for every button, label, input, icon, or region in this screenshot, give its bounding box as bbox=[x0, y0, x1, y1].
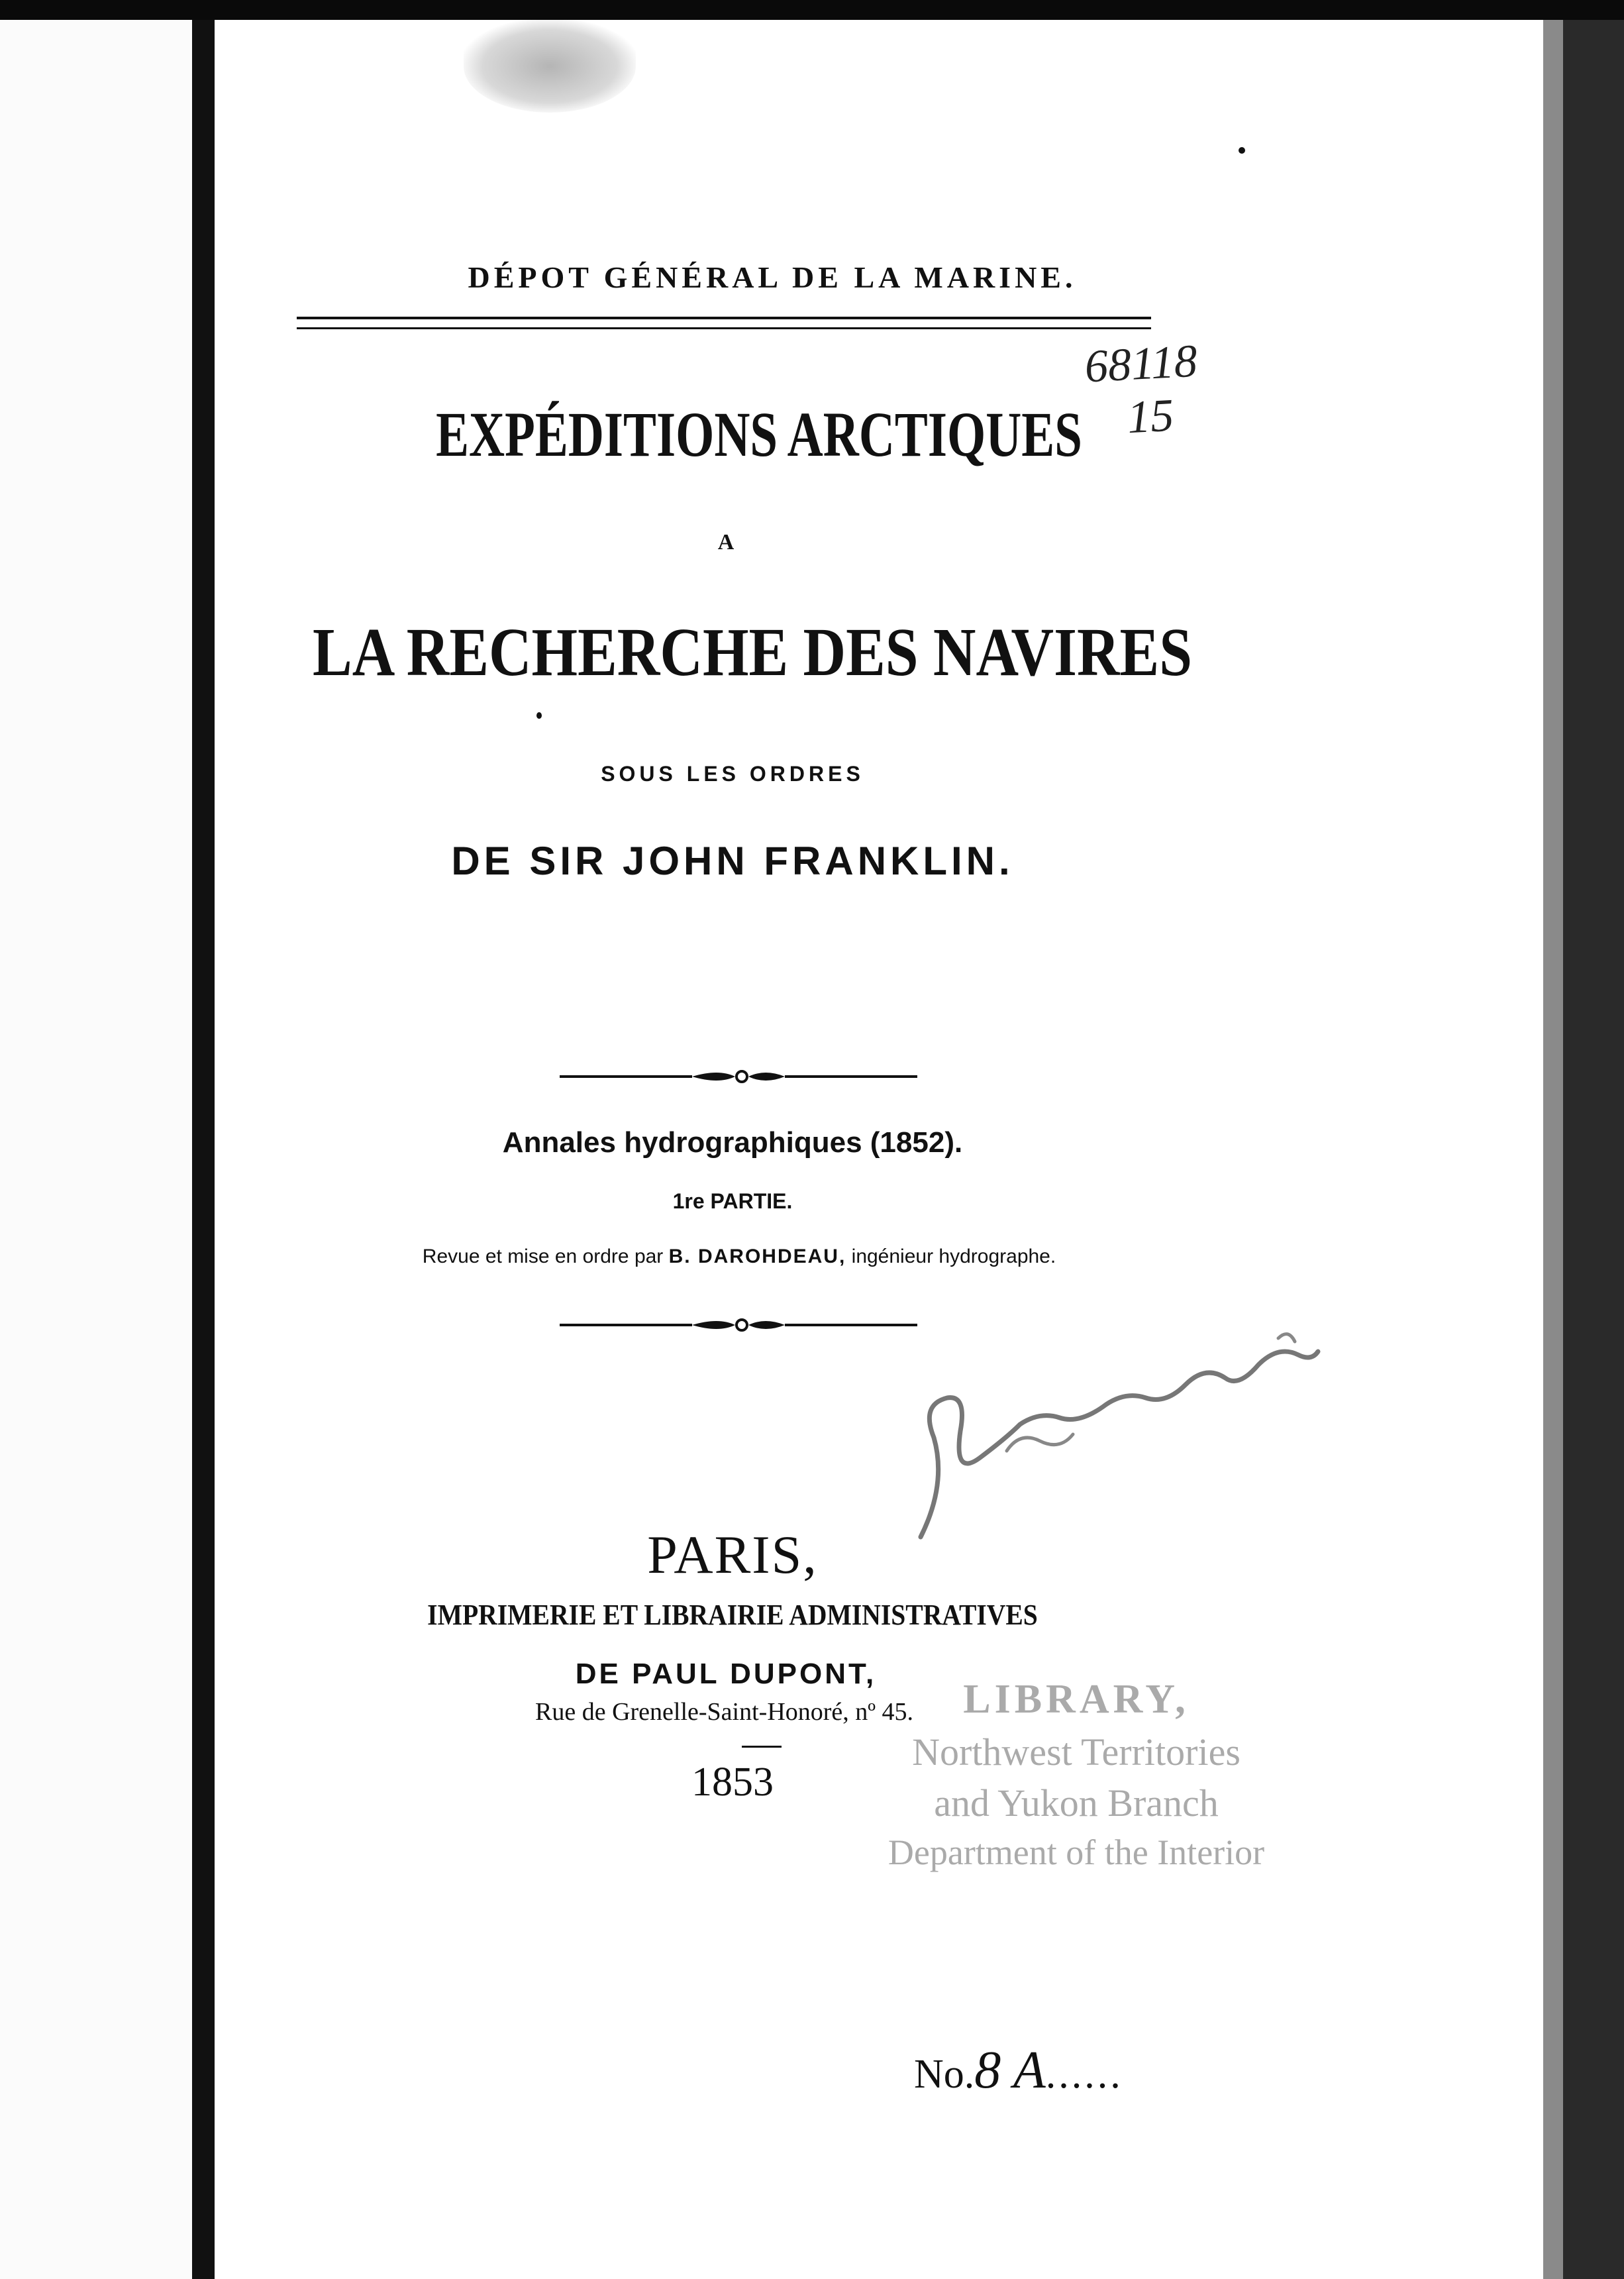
short-rule bbox=[742, 1746, 782, 1748]
editor-credit-prefix: Revue et mise en ordre par bbox=[422, 1246, 669, 1267]
title-line-3: LA RECHERCHE DES NAVIRES bbox=[313, 614, 1192, 690]
page-edge-highlight bbox=[1543, 20, 1563, 2279]
ornamental-rule bbox=[560, 1063, 917, 1090]
series-title: Annales hydrographiques (1852). bbox=[502, 1126, 963, 1159]
catalog-number-line2: 15 bbox=[1126, 390, 1176, 444]
scan-border-top bbox=[0, 0, 1624, 20]
title-line-1: EXPÉDITIONS ARCTIQUES bbox=[436, 399, 1082, 470]
double-rule bbox=[297, 317, 1151, 329]
title-line-2: A bbox=[717, 530, 735, 555]
imprint-address: Rue de Grenelle-Saint-Honoré, nº 45. bbox=[535, 1698, 914, 1726]
imprint-printer: DE PAUL DUPONT, bbox=[575, 1658, 877, 1690]
handwritten-signature bbox=[907, 1325, 1331, 1550]
part-number: 1re PARTIE. bbox=[672, 1189, 793, 1213]
title-line-4: SOUS LES ORDRES bbox=[601, 762, 864, 786]
imprint-city: PARIS, bbox=[647, 1524, 818, 1585]
editor-credit-suffix: ingénieur hydrographe. bbox=[846, 1246, 1056, 1267]
institution-heading: DÉPOT GÉNÉRAL DE LA MARINE. bbox=[468, 260, 1077, 294]
editor-credit bbox=[0, 1246, 1551, 1268]
ornamental-rule bbox=[560, 1312, 917, 1338]
stamp-line-1: LIBRARY, bbox=[963, 1677, 1190, 1722]
imprint-year: 1853 bbox=[691, 1760, 774, 1805]
library-stamp bbox=[795, 1676, 1358, 1928]
title-line-5: DE SIR JOHN FRANKLIN. bbox=[451, 839, 1014, 883]
editor-name: B. DAROHDEAU, bbox=[668, 1246, 846, 1267]
ink-speck bbox=[1239, 147, 1245, 154]
ink-blot bbox=[464, 20, 636, 113]
accession-number-value: 8 A bbox=[974, 2041, 1046, 2099]
accession-number-dots: ...... bbox=[1045, 2052, 1123, 2097]
ink-speck bbox=[536, 712, 542, 719]
stamp-line-4: Department of the Interior bbox=[888, 1832, 1265, 1872]
stamp-line-3: and Yukon Branch bbox=[934, 1781, 1219, 1825]
stamp-line-2: Northwest Territories bbox=[912, 1730, 1241, 1774]
imprint-publisher: IMPRIMERIE ET LIBRAIRIE ADMINISTRATIVES bbox=[427, 1599, 1038, 1631]
accession-number-label: No. bbox=[914, 2052, 975, 2097]
accession-number bbox=[914, 2040, 1123, 2101]
catalog-number-line1: 68118 bbox=[1083, 335, 1199, 393]
